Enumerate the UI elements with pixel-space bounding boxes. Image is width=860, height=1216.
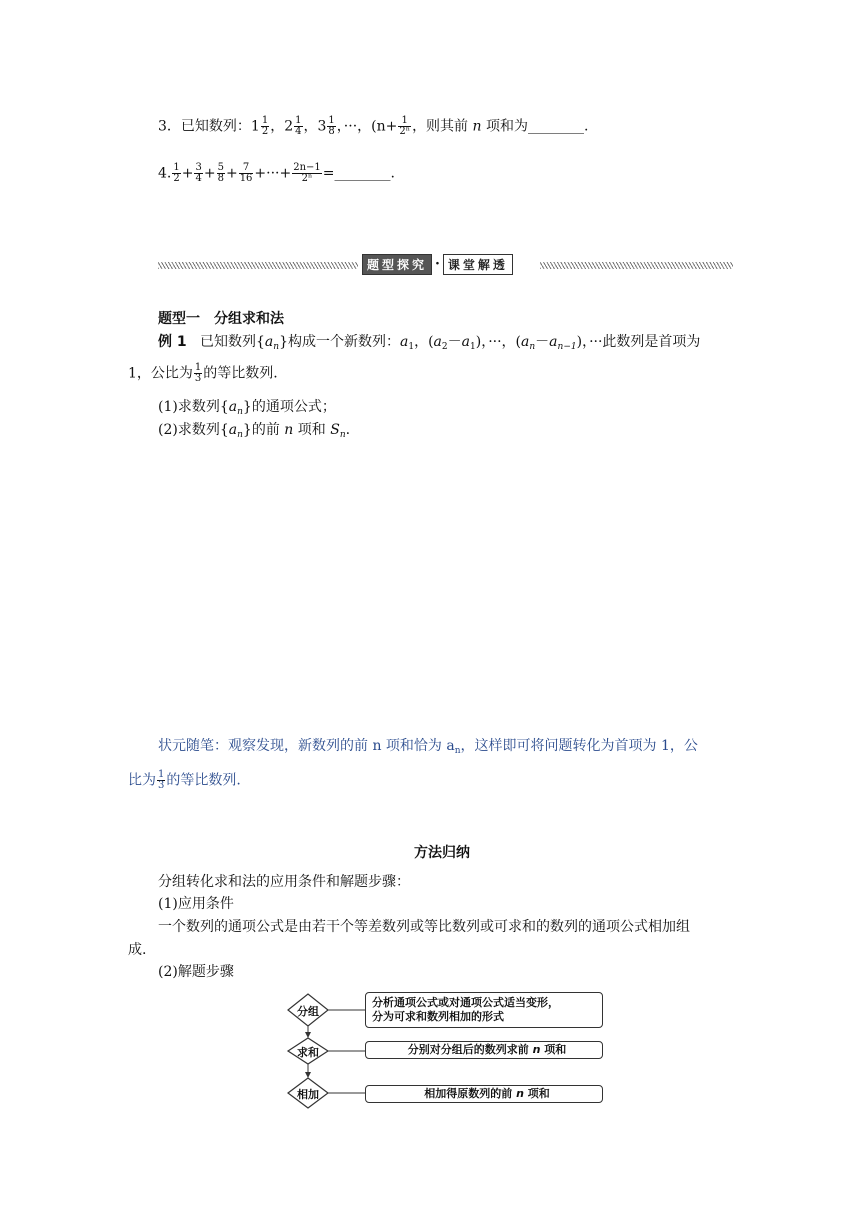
example-1-line-1: 例 1 已知数列$\{a_n\}$构成一个新数列：$a_1$，$(a_2-a_1)$，···，$(a_n-a_{n-1})$，···此数列是首项为 (158, 334, 701, 352)
sub-question-2: (2)求数列$\{a_n\}$的前 n 项和 $S_n$. (158, 422, 351, 440)
fraction: $\frac{1}{\text{2ⁿ}}$ (399, 115, 411, 137)
fraction: $\frac{3}{4}$ (195, 162, 202, 184)
sub-question-1: (1)求数列$\{a_n\}$的通项公式； (158, 399, 336, 417)
example-1-line-2: 1，公比为 $\frac{1}{3}$ 的等比数列. (128, 362, 278, 384)
banner-hatch-right (540, 262, 733, 269)
question-3: 3．已知数列：1 $\frac{1}{2}$ ，2 $\frac{1}{4}$ ，3 $\frac{1}{8}$ ，···，(n+ $\frac{1}{\text{2ⁿ}}$ ，则其前 n 项和为________. (158, 115, 589, 137)
fraction: $\frac{1}{2}$ (261, 115, 269, 137)
note-line-1: 状元随笔：观察发现，新数列的前 n 项和恰为 $a_n$，这样即可将问题转化为首项为 1，公 (158, 738, 698, 756)
step-label-add: 相加 (297, 1088, 319, 1101)
question-4: 4. $\frac{1}{2}$ + $\frac{3}{4}$ + $\frac{5}{8}$ + $\frac{7}{16}$ +···+ $\frac{2n-1}{\text{2ⁿ}}$ =________. (158, 162, 395, 184)
method-title: 方法归纳 (414, 845, 470, 861)
section-banner: 题型探究 · 课堂解透 (362, 254, 513, 274)
step-desc-sum: 分别对分组后的数列求前 n 项和 (365, 1041, 603, 1059)
banner-hatch-left (158, 262, 358, 269)
condition-heading: (1)应用条件 (158, 896, 234, 912)
condition-text-2: 成. (128, 942, 147, 958)
fraction: $\frac{1}{3}$ (194, 362, 202, 384)
fraction: $\frac{5}{8}$ (217, 162, 224, 184)
fraction: $\frac{7}{16}$ (239, 162, 253, 184)
method-intro: 分组转化求和法的应用条件和解题步骤： (158, 874, 410, 890)
note-line-2: 比为 $\frac{1}{3}$ 的等比数列. (128, 769, 241, 791)
fraction: $\frac{1}{4}$ (295, 115, 302, 137)
fraction: $\frac{1}{3}$ (158, 769, 165, 791)
step-desc-add: 相加得原数列的前 n 项和 (365, 1085, 603, 1103)
fraction: $\frac{1}{8}$ (328, 115, 335, 137)
fraction: $\frac{2n-1}{\text{2ⁿ}}$ (293, 162, 321, 184)
step-desc-group: 分析通项公式或对通项公式适当变形， 分为可求和数列相加的形式 (365, 992, 603, 1028)
steps-heading: (2)解题步骤 (158, 964, 234, 980)
step-label-sum: 求和 (297, 1046, 319, 1059)
section-title: 题型一 分组求和法 (158, 311, 284, 327)
banner-right-label: 课堂解透 (443, 254, 513, 275)
step-label-group: 分组 (297, 1005, 319, 1018)
banner-left-label: 题型探究 (362, 254, 432, 275)
fraction: $\frac{1}{2}$ (173, 162, 180, 184)
condition-text-1: 一个数列的通项公式是由若干个等差数列或等比数列或可求和的数列的通项公式相加组 (158, 919, 690, 935)
